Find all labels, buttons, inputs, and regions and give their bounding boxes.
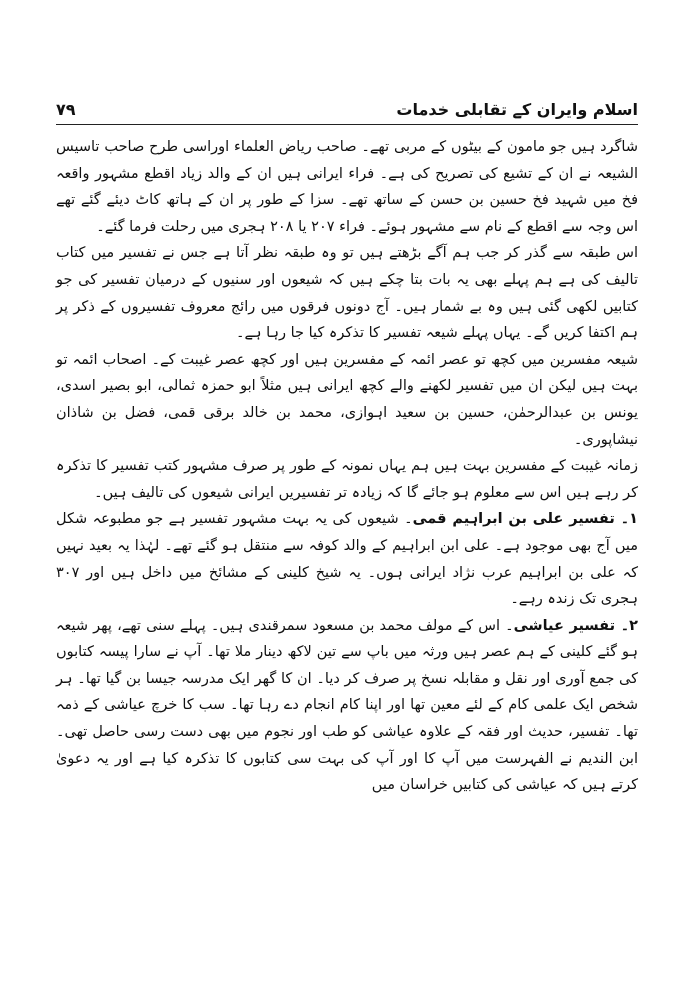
- paragraph-text: ۔ اس کے مولف محمد بن مسعود سمرقندی ہیں۔ پہلے سنی تھے، پھر شیعہ ہو گئے کلینی کے ہم عصر ہیں ورثہ میں باپ سے تین لاکھ دینار ملا تھا۔ آپ نے سارا پیسہ کتابوں کی جمع آوری اور نقل و مقابلہ نسخ پر صرف کر دیا۔ ان کا گھر ایک مدرسہ جیسا بن گیا تھا۔ ہر شخص ایک علمی کام کے لئے معین تھا اور اپنا کام انجام دے رہا تھا۔ سب کا خرچ عیاشی کے ذمہ تھا۔ تفسیر، حدیث اور فقہ کے علاوہ عیاشی کو طب اور نجوم میں بھی دست رسی حاصل تھی۔ ابن الندیم نے الفہرست میں آپ کا اور آپ کی بہت سی کتابوں کا تذکرہ کیا ہے اور یہ دعویٰ کرتے ہیں کہ عیاشی کی کتابیں خراسان میں: [56, 617, 638, 794]
- page-number: ۷۹: [56, 100, 76, 119]
- header-rule: [56, 124, 638, 125]
- paragraph: [56, 506, 638, 612]
- body-text: [56, 134, 638, 799]
- paragraph: [56, 134, 638, 240]
- running-title: اسلام وایران کے تقابلی خدمات: [396, 100, 638, 119]
- paragraph-text: شاگرد ہیں جو مامون کے بیٹوں کے مربی تھے۔ صاحب ریاض العلماء اوراسی طرح صاحب تاسیس الشیعہ نے ان کے تشیع کی تصریح کی ہے۔ فراء ایرانی ہیں ان کے والد زیاد اقطع مشہور واقعہ فخ میں شہید فخ حسین بن حسن کے ساتھ تھے۔ سزا کے طور پر ان کے ہاتھ کاٹ دیئے گئے تھے اس وجہ سے اقطع کے نام سے مشہور ہوئے۔ فراء ۲۰۷ یا ۲۰۸ ہجری میں رحلت فرما گئے۔: [56, 139, 638, 235]
- paragraph: [56, 613, 638, 799]
- paragraph-text: زمانہ غیبت کے مفسرین بہت ہیں ہم یہاں نمونہ کے طور پر صرف مشہور کتب تفسیر کا تذکرہ کر رہے ہیں اس سے معلوم ہو جائے گا کہ زیادہ تر تفسیریں ایرانی شیعوں کی تالیف ہیں۔: [56, 458, 638, 501]
- page-header: [56, 93, 638, 119]
- paragraph-text: اس طبقہ سے گذر کر جب ہم آگے بڑھتے ہیں تو وہ طبقہ نظر آتا ہے جس نے تفسیر میں کتاب تالیف کی ہے ہم پہلے بھی یہ بات بتا چکے ہیں کہ شیعوں اور سنیوں کے درمیان تفسیر کی جو کتابیں لکھی گئی ہیں وہ بے شمار ہیں۔ آج دونوں فرقوں میں رائج معروف تفسیروں کے ذکر پر ہم اکتفا کریں گے۔ یہاں پہلے شیعہ تفسیر کا تذکرہ کیا جا رہا ہے۔: [56, 245, 638, 342]
- section-heading: ۱۔ تفسیر علی بن ابراہیم قمی: [412, 511, 639, 528]
- section-heading: ۲۔ تفسیر عیاشی: [513, 617, 639, 634]
- paragraph: [56, 347, 638, 453]
- paragraph-text: شیعہ مفسرین میں کچھ تو عصر ائمہ کے مفسرین ہیں اور کچھ عصر غیبت کے۔ اصحاب ائمہ تو بہت ہیں لیکن ان میں تفسیر لکھنے والے کچھ ایرانی ہیں مثلاً ابو حمزہ ثمالی، ابو بصیر اسدی، یونس بن عبدالرحمٰن، حسین بن سعید اہوازی، محمد بن خالد برقی قمی، فضل بن شاذان نیشاپوری۔: [56, 351, 638, 448]
- paragraph: [56, 240, 638, 346]
- paragraph: [56, 453, 638, 506]
- paragraph-text: ۔ شیعوں کی یہ بہت مشہور تفسیر ہے جو مطبوعہ شکل میں آج بھی موجود ہے۔ علی ابن ابراہیم کے والد کوفہ سے منتقل ہو گئے تھے۔ لہٰذا یہ بعید نہیں کہ علی بن ابراہیم عرب نژاد ایرانی ہوں۔ یہ شیخ کلینی کے مشائخ میں داخل ہیں اور ۳۰۷ ہجری تک زندہ رہے۔: [56, 511, 638, 608]
